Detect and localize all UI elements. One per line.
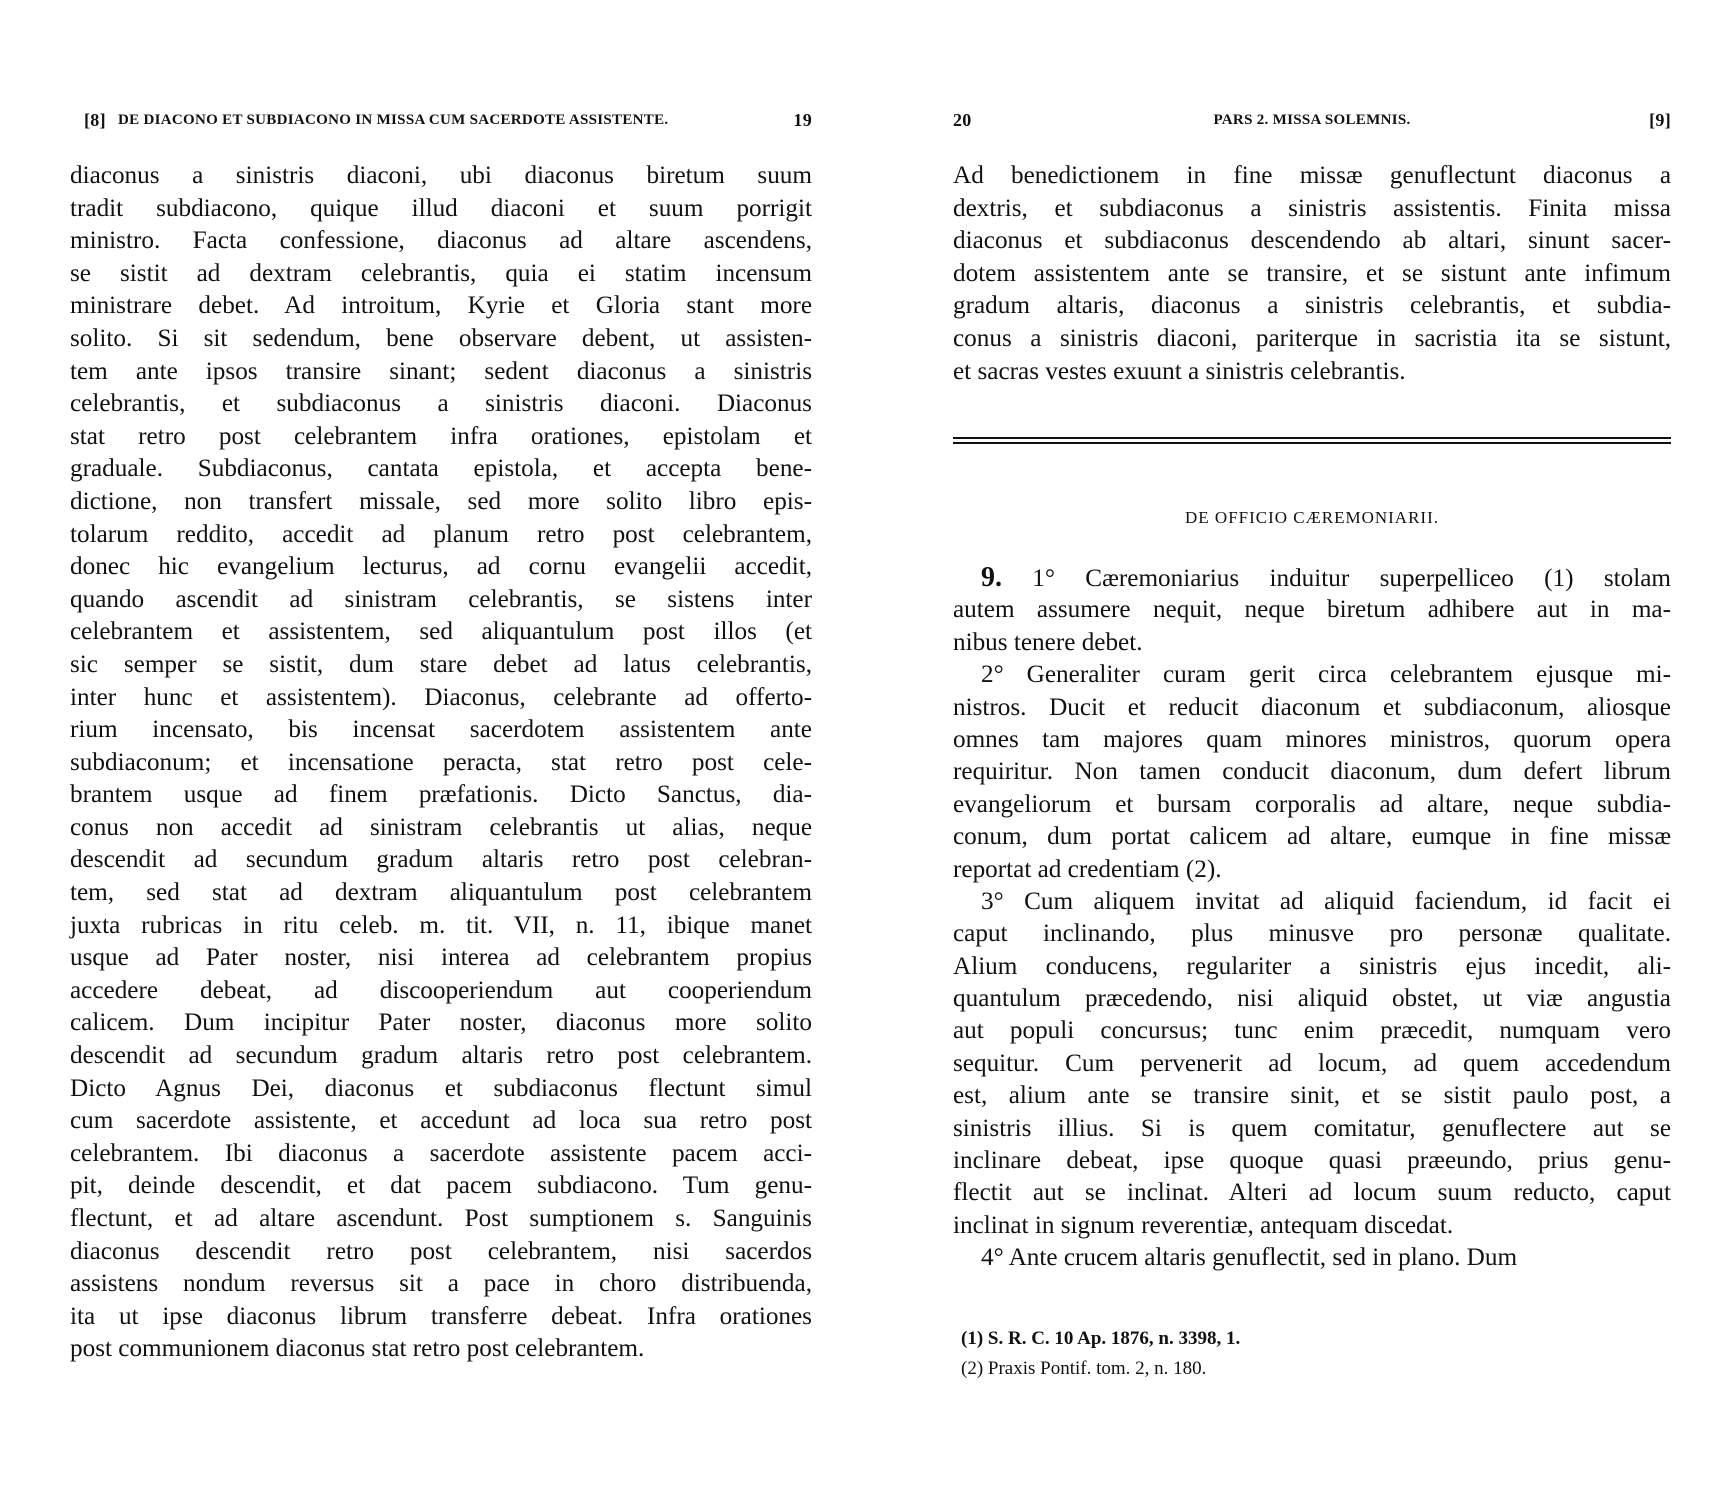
text-line: rium incensato, bis incensat sacerdotem assistentem ante: [70, 716, 812, 744]
right-page-number: 20: [953, 110, 972, 130]
text-line: 4° Ante crucem altaris genuflectit, sed in plano. Dum: [981, 1244, 1518, 1272]
text-line: dextris, et subdiaconus a sinistris assistentis. Finita missa: [953, 194, 1671, 222]
text-line: celebrantis, et subdiaconus a sinistris diaconi. Diaconus: [70, 390, 812, 418]
text-line: est, alium ante se transire sinit, et se sistit paulo post, a: [953, 1082, 1671, 1110]
text-line: [953, 562, 1671, 594]
text-line: ministro. Facta confessione, diaconus ad altare ascendens,: [70, 227, 812, 255]
text-line: celebrantem. Ibi diaconus a sacerdote assistente pacem acci-: [70, 1139, 812, 1167]
text-line: ministrare debet. Ad introitum, Kyrie et Gloria stant more: [70, 292, 812, 320]
text-line: sequitur. Cum pervenerit ad locum, ad quem accedendum: [953, 1049, 1671, 1077]
text-line: requiritur. Non tamen conducit diaconum, dum defert librum: [953, 758, 1671, 786]
text-line: solito. Si sit sedendum, bene observare debent, ut assisten-: [70, 324, 812, 352]
text-line: 3° Cum aliquem invitat ad aliquid faciendum, id facit ei: [981, 887, 1671, 915]
text-line: usque ad Pater noster, nisi interea ad celebrantem propius: [70, 944, 812, 972]
right-section-mark: [9]: [1649, 110, 1671, 130]
text-line: post communionem diaconus stat retro post celebrantem.: [70, 1335, 645, 1363]
left-body-text: [70, 160, 812, 1366]
section-title: DE OFFICIO CÆREMONIARII.: [1185, 508, 1439, 527]
text-line: tem, sed stat ad dextram aliquantulum post celebrantem: [70, 879, 812, 907]
text-line: calicem. Dum incipitur Pater noster, diaconus more solito: [70, 1009, 812, 1037]
text-line: conum, dum portat calicem ad altare, eumque in fine missæ: [953, 823, 1671, 851]
text-line: se sistit ad dextram celebrantis, quia ei statim incensum: [70, 259, 812, 287]
right-body-text: [953, 160, 1671, 388]
text-line: omnes tam majores quam minores ministros, quorum opera: [953, 725, 1671, 753]
text-line: descendit ad secundum gradum altaris retro post celebran-: [70, 846, 812, 874]
section-body-text: [953, 562, 1671, 1275]
text-line: donec hic evangelium lecturus, ad cornu evangelii accedit,: [70, 553, 812, 581]
text-line: inter hunc et assistentem). Diaconus, celebrante ad offerto-: [70, 683, 812, 711]
text-line: celebrantem et assistentem, sed aliquantulum post illos (et: [70, 618, 812, 646]
text-line: conus non accedit ad sinistram celebrantis ut alias, neque: [70, 813, 812, 841]
footnote: (2) Praxis Pontif. tom. 2, n. 180.: [961, 1358, 1207, 1379]
right-running-title: PARS 2. MISSA SOLEMNIS.: [1213, 112, 1411, 128]
text-line: diaconus descendit retro post celebrantem, nisi sacerdos: [70, 1237, 812, 1265]
text-line: quantulum præcedendo, nisi aliquid obstet, ut viæ angustia: [953, 985, 1671, 1013]
text-line: dotem assistentem ante se transire, et se sistunt ante infimum: [953, 259, 1671, 287]
left-running-title: DE DIACONO ET SUBDIACONO IN MISSA CUM SACERDOTE ASSISTENTE.: [118, 112, 669, 128]
text-line: quando ascendit ad sinistram celebrantis, se sistens inter: [70, 585, 812, 613]
text-line: cum sacerdote assistente, et accedunt ad loca sua retro post: [70, 1107, 812, 1135]
section-number: 9.: [981, 562, 1002, 593]
text-line: Dicto Agnus Dei, diaconus et subdiaconus flectunt simul: [70, 1074, 812, 1102]
text-line: flectit aut se inclinat. Alteri ad locum suum reducto, caput: [953, 1179, 1671, 1207]
text-line: graduale. Subdiaconus, cantata epistola, et accepta bene-: [70, 455, 812, 483]
left-section-mark: [8]: [84, 110, 106, 130]
text-line: tem ante ipsos transire sinant; sedent diaconus a sinistris: [70, 357, 812, 385]
text-line: 2° Generaliter curam gerit circa celebrantem ejusque mi-: [981, 661, 1671, 689]
text-line: inclinare debeat, ipse quoque quasi præeundo, prius genu-: [953, 1147, 1671, 1175]
text-line: brantem usque ad finem præfationis. Dicto Sanctus, dia-: [70, 781, 812, 809]
right-page: [867, 0, 1734, 1500]
text-line: diaconus et subdiaconus descendendo ab altari, sinunt sacer-: [953, 227, 1671, 255]
text-line: nistros. Ducit et reducit diaconum et subdiaconum, aliosque: [953, 693, 1671, 721]
text-line: subdiaconum; et incensatione peracta, stat retro post cele-: [70, 748, 812, 776]
text-line: juxta rubricas in ritu celeb. m. tit. VII, n. 11, ibique manet: [70, 911, 812, 939]
text-line: Alium conducens, regulariter a sinistris ejus incedit, ali-: [953, 952, 1671, 980]
text-line: sinistris illius. Si is quem comitatur, genuflectere aut se: [953, 1114, 1671, 1142]
text-line: aut populi concursus; tunc enim præcedit, numquam vero: [953, 1017, 1671, 1045]
text-line: Ad benedictionem in fine missæ genuflectunt diaconus a: [953, 162, 1671, 189]
text-line: tolarum reddito, accedit ad planum retro post celebrantem,: [70, 520, 812, 548]
text-line: nibus tenere debet.: [953, 628, 1143, 656]
text-line: flectunt, et ad altare ascendunt. Post sumptionem s. Sanguinis: [70, 1205, 812, 1232]
text-line: reportat ad credentiam (2).: [953, 855, 1222, 883]
text-line: evangeliorum et bursam corporalis ad altare, neque subdia-: [953, 790, 1671, 818]
text-line: inclinat in signum reverentiæ, antequam discedat.: [953, 1211, 1454, 1239]
text-line: dictione, non transfert missale, sed more solito libro epis-: [70, 487, 812, 515]
text-line: gradum altaris, diaconus a sinistris celebrantis, et subdia-: [953, 292, 1671, 320]
text-line: stat retro post celebrantem infra orationes, epistolam et: [70, 422, 812, 450]
text-line: pit, deinde descendit, et dat pacem subdiacono. Tum genu-: [70, 1172, 812, 1200]
text-line: assistens nondum reversus sit a pace in choro distribuenda,: [70, 1270, 812, 1298]
double-rule-divider: [953, 437, 1671, 444]
text-line: diaconus a sinistris diaconi, ubi diaconus biretum suum: [70, 162, 812, 189]
text-line: autem assumere nequit, neque biretum adhibere aut in ma-: [953, 596, 1671, 624]
text-line: et sacras vestes exuunt a sinistris celebrantis.: [953, 357, 1406, 385]
text-line: accedere debeat, ad discooperiendum aut cooperiendum: [70, 976, 812, 1004]
text-line: sic semper se sistit, dum stare debet ad latus celebrantis,: [70, 650, 812, 678]
footnote: (1) S. R. C. 10 Ap. 1876, n. 3398, 1.: [961, 1328, 1241, 1349]
text-line: ita ut ipse diaconus librum transferre debeat. Infra orationes: [70, 1302, 812, 1330]
text-line: caput inclinando, plus minusve pro personæ qualitate.: [953, 920, 1671, 948]
text-line: tradit subdiacono, quique illud diaconi et suum porrigit: [70, 194, 812, 222]
text-line: descendit ad secundum gradum altaris retro post celebrantem.: [70, 1042, 812, 1070]
text-line: conus a sinistris diaconi, pariterque in sacristia ita se sistunt,: [953, 324, 1671, 352]
footnotes: [961, 1324, 1240, 1384]
section-first-line-text: 1° Cæremoniarius induitur superpelliceo (1) stolam: [1002, 565, 1671, 592]
left-page-number: 19: [793, 110, 812, 130]
